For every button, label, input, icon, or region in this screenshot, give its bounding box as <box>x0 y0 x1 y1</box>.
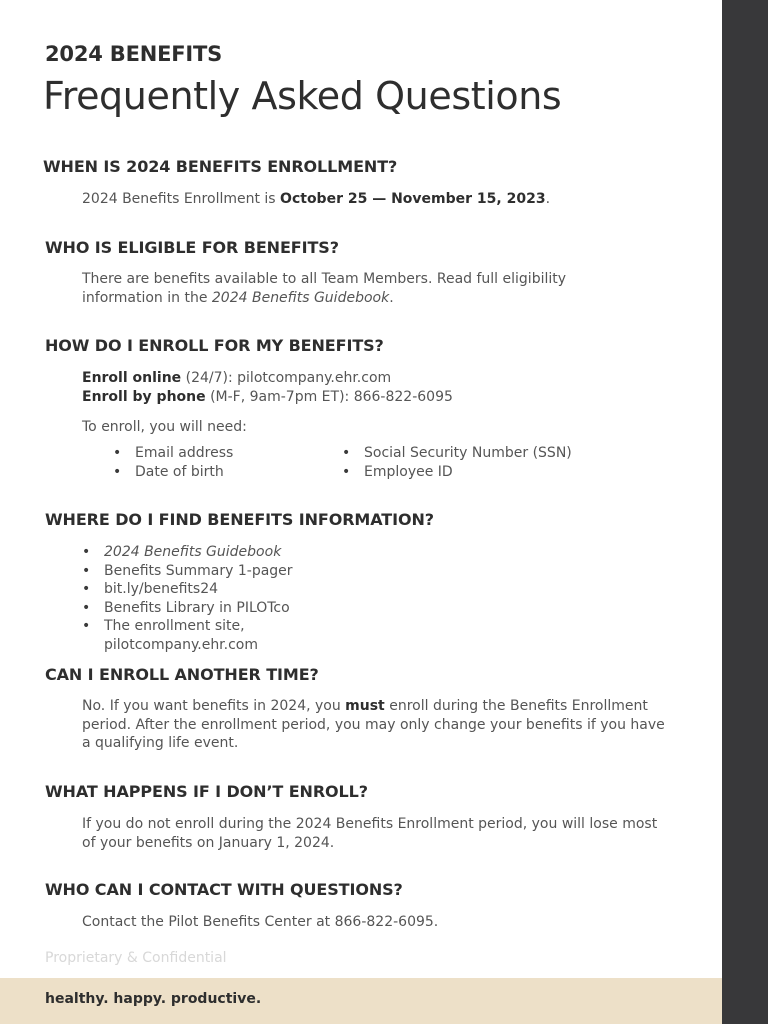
enroll-online-detail: (24/7): pilotcompany.ehr.com <box>181 370 392 386</box>
enroll-phone-line <box>82 388 672 407</box>
list-item: • Benefits Library in PILOTco <box>82 599 293 618</box>
footer-band <box>0 978 722 1024</box>
needs-list-right <box>342 444 572 481</box>
answer-contact: Contact the Pilot Benefits Center at 866-822-6095. <box>82 914 439 930</box>
page-title: Frequently Asked Questions <box>43 74 562 118</box>
question-enroll: HOW DO I ENROLL FOR MY BENEFITS? <box>45 336 384 355</box>
list-item: • Employee ID <box>342 463 572 482</box>
list-item: • Email address <box>113 444 233 463</box>
answer-when-text: 2024 Benefits Enrollment is <box>82 191 281 207</box>
confidential-notice: Proprietary & Confidential <box>45 950 227 966</box>
info-sources-list <box>82 543 293 654</box>
needs-list-left <box>113 444 233 481</box>
footer-tagline: healthy. happy. productive. <box>45 991 262 1007</box>
enrollment-dates: October 25 — November 15, 2023 <box>280 191 546 207</box>
question-find: WHERE DO I FIND BENEFITS INFORMATION? <box>45 510 434 529</box>
enrollment-site-url: pilotcompany.ehr.com <box>104 636 259 653</box>
list-item: • The enrollment site, <box>82 617 293 636</box>
guidebook-title: 2024 Benefits Guidebook <box>211 289 390 306</box>
answer-when-end: . <box>545 191 551 207</box>
question-contact: WHO CAN I CONTACT WITH QUESTIONS? <box>45 880 403 899</box>
list-item: • 2024 Benefits Guidebook <box>82 543 293 562</box>
page-eyebrow: 2024 BENEFITS <box>45 42 223 66</box>
answer-another-text: No. If you want benefits in 2024, you <box>82 698 346 714</box>
side-bar <box>722 0 768 1024</box>
list-item: • Benefits Summary 1-pager <box>82 562 293 581</box>
list-item: • bit.ly/benefits24 <box>82 580 293 599</box>
answer-another-time <box>82 697 672 753</box>
enroll-online-line <box>82 369 672 388</box>
question-dont-enroll: WHAT HAPPENS IF I DON’T ENROLL? <box>45 782 368 801</box>
answer-dont-enroll: If you do not enroll during the 2024 Benefits Enrollment period, you will lose most of your benefits on January 1, 2024. <box>82 816 658 851</box>
emphasis-must: must <box>345 698 385 714</box>
enroll-need-intro: To enroll, you will need: <box>82 419 247 435</box>
list-item: • Social Security Number (SSN) <box>342 444 572 463</box>
answer-when <box>82 190 672 209</box>
list-item: • Date of birth <box>113 463 233 482</box>
enroll-phone-detail: (M-F, 9am-7pm ET): 866-822-6095 <box>205 389 453 405</box>
answer-eligible-end: . <box>389 289 394 306</box>
question-another-time: CAN I ENROLL ANOTHER TIME? <box>45 665 319 684</box>
answer-another-end: enroll during the Benefits Enrollment period. After the enrollment period, you may only change your benefits if you have a qualifying life event. <box>82 698 665 751</box>
enroll-online-label: Enroll online <box>82 370 182 386</box>
answer-eligible <box>82 270 637 307</box>
question-when: WHEN IS 2024 BENEFITS ENROLLMENT? <box>43 157 398 176</box>
answer-eligible-text: There are benefits available to all Team Members. Read full eligibility information in the <box>82 271 567 306</box>
enroll-phone-label: Enroll by phone <box>82 389 206 405</box>
question-eligible: WHO IS ELIGIBLE FOR BENEFITS? <box>45 238 339 257</box>
list-item-continued <box>82 636 293 655</box>
